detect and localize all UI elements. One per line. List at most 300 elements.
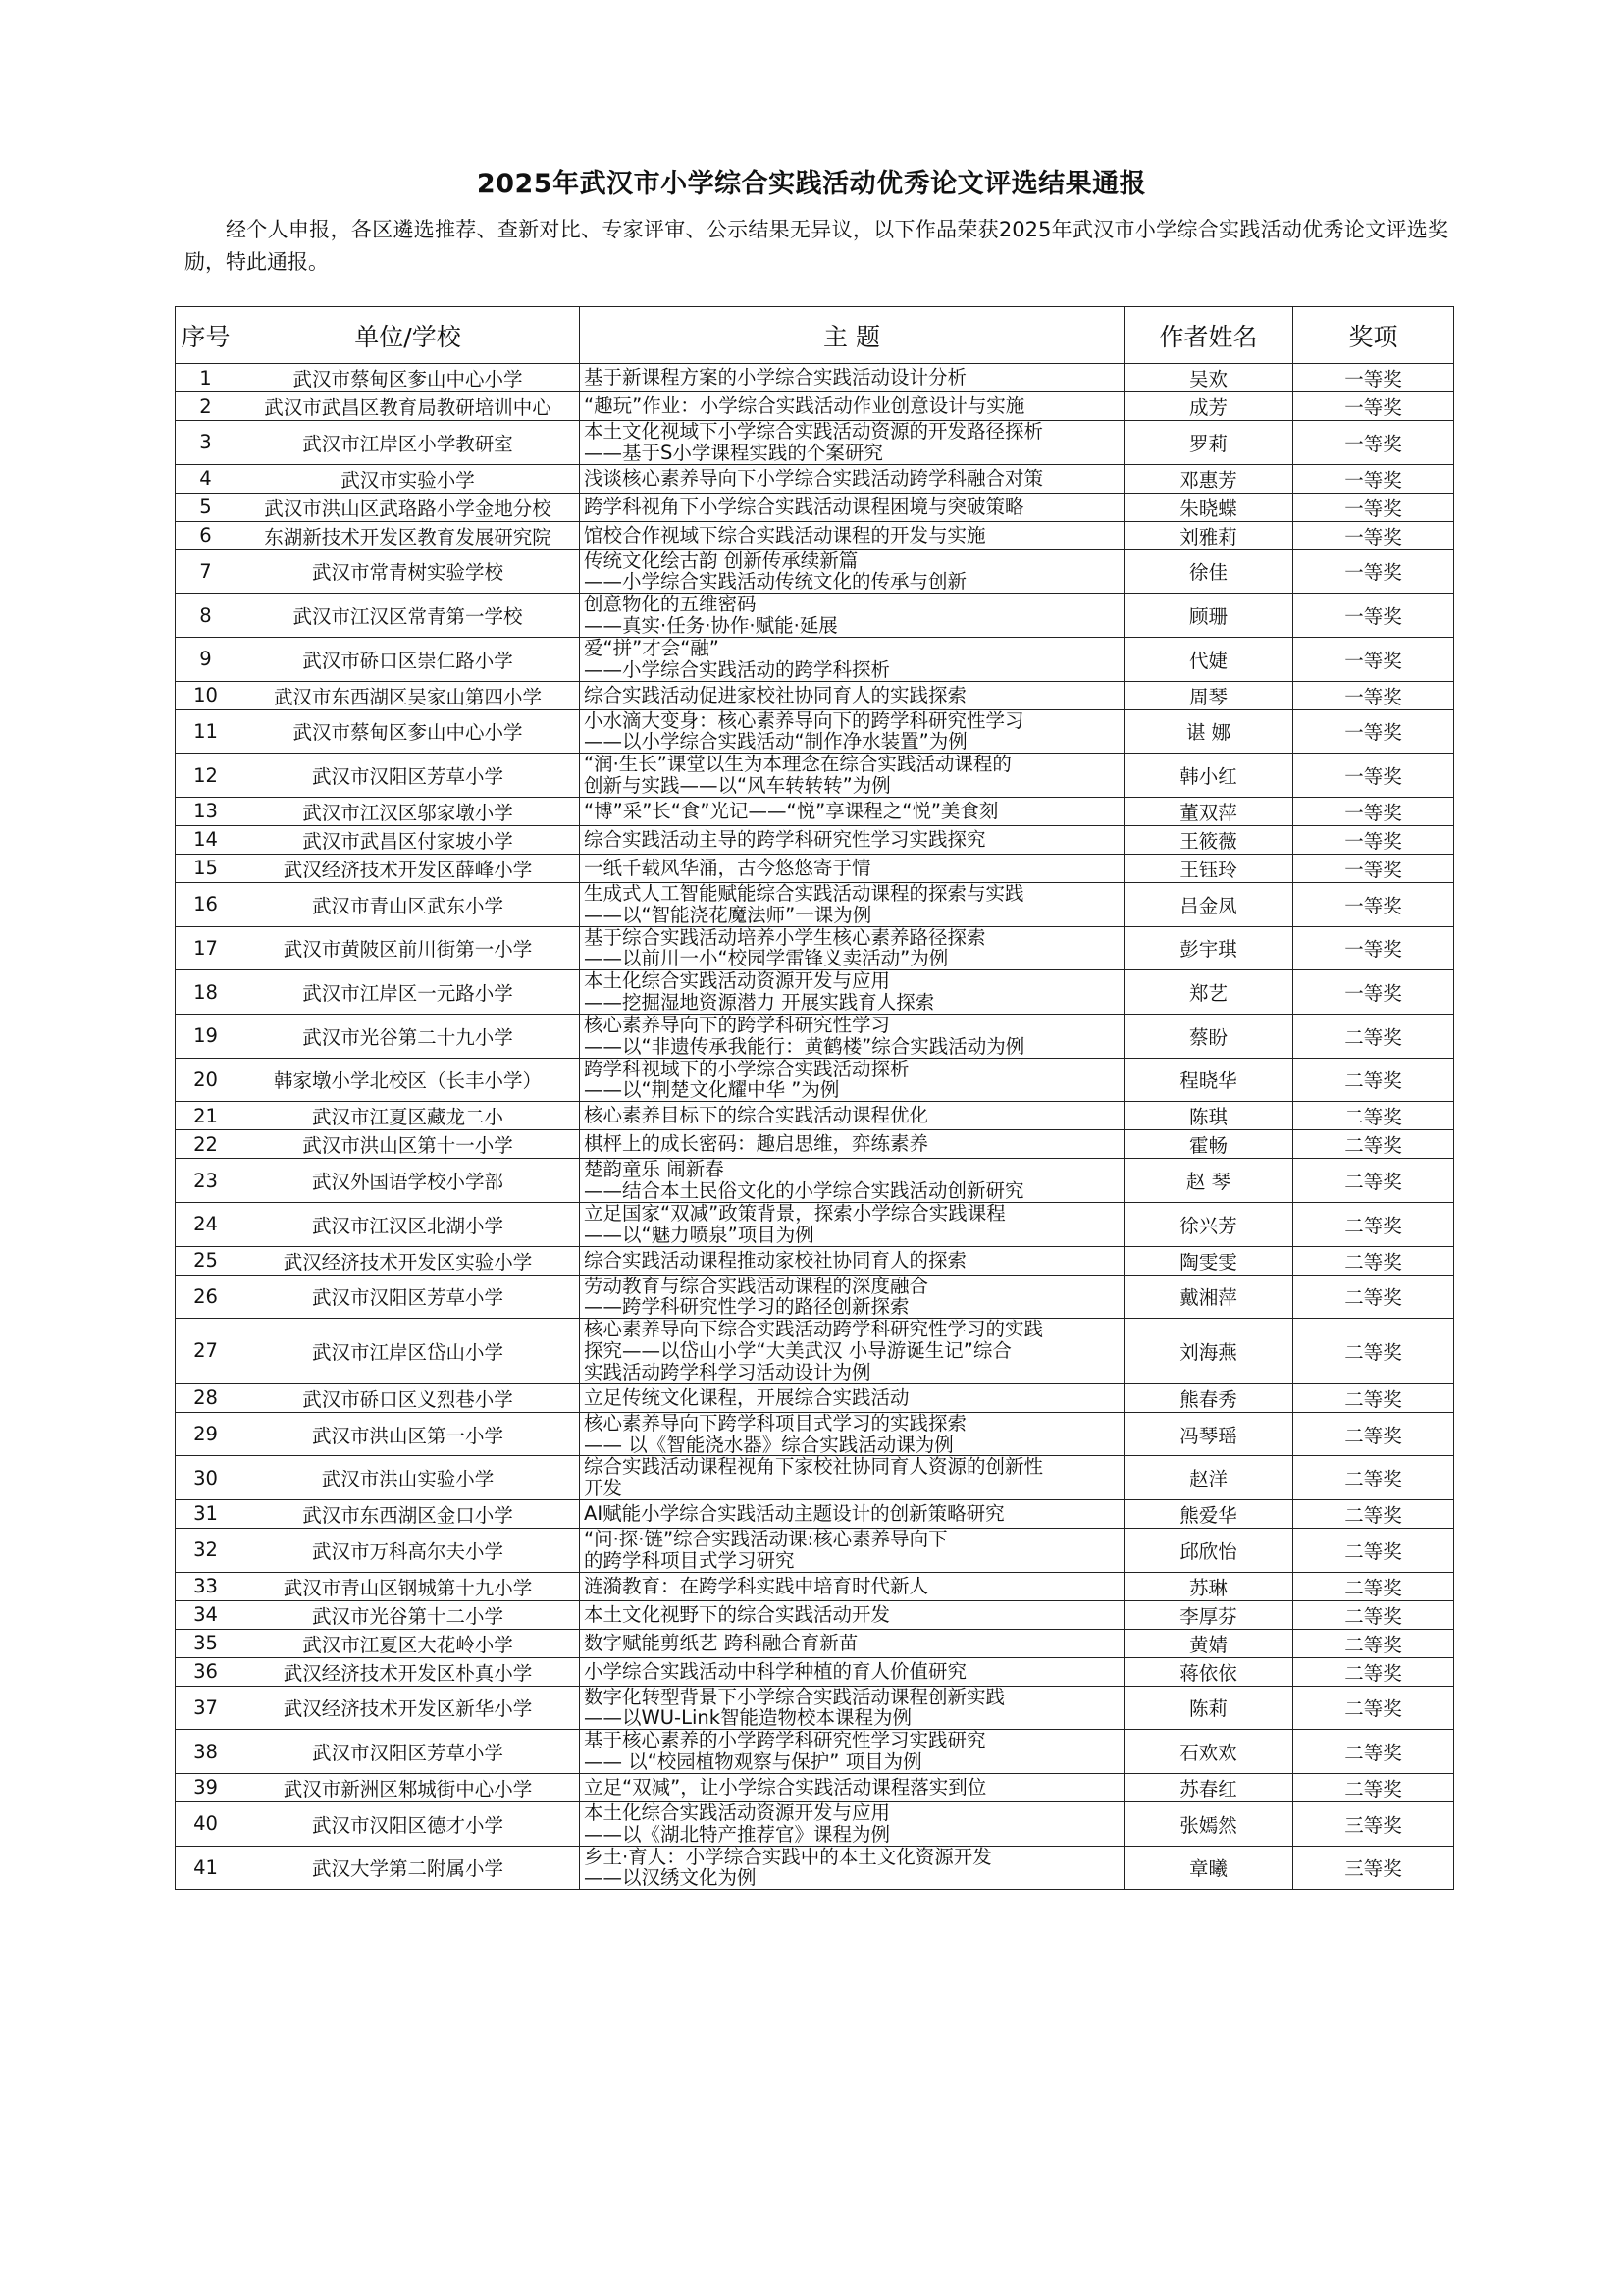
row-topic <box>580 926 1125 970</box>
table-row <box>176 1528 1454 1572</box>
row-author: 徐佳 <box>1125 549 1293 594</box>
row-unit: 武汉市光谷第十二小学 <box>236 1600 580 1629</box>
header-topic: 主 题 <box>580 307 1125 364</box>
table-row <box>176 1319 1454 1383</box>
row-author: 谌 娜 <box>1125 709 1293 754</box>
row-topic <box>580 797 1125 825</box>
row-topic-line: ——以“非遗传承我能行：黄鹤楼”综合实践活动为例 <box>584 1034 1025 1058</box>
row-unit: 东湖新技术开发区教育发展研究院 <box>236 521 580 549</box>
row-award: 一等奖 <box>1293 364 1454 392</box>
row-topic <box>580 1801 1125 1846</box>
row-number: 7 <box>176 549 236 594</box>
row-topic <box>580 709 1125 754</box>
row-topic <box>580 882 1125 926</box>
row-topic <box>580 1730 1125 1774</box>
table-row <box>176 493 1454 521</box>
row-topic-line: 立足“双减”，让小学综合实践活动课程落实到位 <box>584 1776 987 1800</box>
row-author: 赵 琴 <box>1125 1159 1293 1203</box>
row-award: 一等奖 <box>1293 681 1454 709</box>
row-topic <box>580 1130 1125 1159</box>
intro-paragraph: 经个人申报，各区遴选推荐、查新对比、专家评审、公示结果无异议，以下作品荣获2025年武汉市小学综合实践活动优秀论文评选奖励，特此通报。 <box>184 218 1448 274</box>
row-award: 一等奖 <box>1293 549 1454 594</box>
row-number: 16 <box>176 882 236 926</box>
row-topic-line: ——基于S小学课程实践的个案研究 <box>584 441 883 464</box>
row-unit: 武汉市江汉区北湖小学 <box>236 1202 580 1246</box>
row-number: 11 <box>176 709 236 754</box>
row-award: 二等奖 <box>1293 1730 1454 1774</box>
row-award: 二等奖 <box>1293 1773 1454 1801</box>
table-row <box>176 1130 1454 1159</box>
row-topic-line: “趣玩”作业：小学综合实践活动作业创意设计与实施 <box>584 394 1025 418</box>
row-topic-line: 核心素养目标下的综合实践活动课程优化 <box>584 1104 929 1127</box>
row-topic <box>580 1202 1125 1246</box>
row-number: 38 <box>176 1730 236 1774</box>
row-number: 26 <box>176 1275 236 1319</box>
table-row <box>176 1572 1454 1600</box>
row-topic <box>580 1499 1125 1528</box>
row-topic <box>580 1014 1125 1058</box>
row-topic-line: 实践活动跨学科学习活动设计为例 <box>584 1360 871 1383</box>
row-topic-line: 基于核心素养的小学跨学科研究性学习实践研究 <box>584 1729 986 1752</box>
row-topic <box>580 1102 1125 1130</box>
row-number: 35 <box>176 1629 236 1657</box>
table-row <box>176 1202 1454 1246</box>
row-topic-line: 开发 <box>584 1477 623 1500</box>
row-unit: 武汉市武昌区教育局教研培训中心 <box>236 392 580 421</box>
row-topic-line: 劳动教育与综合实践活动课程的深度融合 <box>584 1275 929 1297</box>
row-topic-line: 棋枰上的成长密码：趣启思维，弈练素养 <box>584 1132 929 1156</box>
row-topic-line: 小学综合实践活动中科学种植的育人价值研究 <box>584 1659 968 1683</box>
row-topic <box>580 754 1125 798</box>
row-award: 一等奖 <box>1293 926 1454 970</box>
row-topic-line: ——真实·任务·协作·赋能·延展 <box>584 614 838 638</box>
table-row <box>176 464 1454 493</box>
row-topic-line: 浅谈核心素养导向下小学综合实践活动跨学科融合对策 <box>584 466 1044 490</box>
row-unit: 武汉市洪山区第一小学 <box>236 1412 580 1456</box>
row-topic-line: 涟漪教育：在跨学科实践中培育时代新人 <box>584 1574 929 1597</box>
row-unit: 武汉市青山区钢城第十九小学 <box>236 1572 580 1600</box>
row-topic-line: 创新与实践——以“风车转转转”为例 <box>584 774 891 798</box>
row-award: 一等奖 <box>1293 464 1454 493</box>
row-topic-line: —— 以《智能浇水器》综合实践活动课为例 <box>584 1433 954 1456</box>
row-topic <box>580 1275 1125 1319</box>
row-author: 刘雅莉 <box>1125 521 1293 549</box>
row-topic <box>580 1159 1125 1203</box>
row-unit: 武汉市东西湖区金口小学 <box>236 1499 580 1528</box>
row-unit: 武汉市万科高尔夫小学 <box>236 1528 580 1572</box>
row-number: 3 <box>176 421 236 465</box>
row-topic-line: ——挖掘湿地资源潜力 开展实践育人探索 <box>584 991 935 1015</box>
row-author: 成芳 <box>1125 392 1293 421</box>
row-topic-line: 一纸千载风华涌，古今悠悠寄于情 <box>584 857 871 880</box>
row-author: 熊春秀 <box>1125 1383 1293 1412</box>
row-topic-line: 基于新课程方案的小学综合实践活动设计分析 <box>584 366 968 390</box>
row-award: 二等奖 <box>1293 1014 1454 1058</box>
row-award: 二等奖 <box>1293 1412 1454 1456</box>
row-author: 黄婧 <box>1125 1629 1293 1657</box>
row-topic <box>580 594 1125 638</box>
row-number: 41 <box>176 1846 236 1890</box>
row-unit: 武汉市江夏区藏龙二小 <box>236 1102 580 1130</box>
row-award: 二等奖 <box>1293 1686 1454 1730</box>
row-number: 23 <box>176 1159 236 1203</box>
row-unit: 武汉经济技术开发区新华小学 <box>236 1686 580 1730</box>
row-number: 37 <box>176 1686 236 1730</box>
row-award: 二等奖 <box>1293 1600 1454 1629</box>
row-topic-line: 跨学科视域下的小学综合实践活动探析 <box>584 1058 910 1080</box>
row-topic-line: 数字赋能剪纸艺 跨科融合育新苗 <box>584 1631 859 1654</box>
row-award: 三等奖 <box>1293 1846 1454 1890</box>
row-author: 吕金凤 <box>1125 882 1293 926</box>
row-unit: 武汉市汉阳区芳草小学 <box>236 1275 580 1319</box>
row-unit: 武汉市洪山区第十一小学 <box>236 1130 580 1159</box>
table-row <box>176 1456 1454 1500</box>
row-topic <box>580 1319 1125 1383</box>
row-topic-line: 的跨学科项目式学习研究 <box>584 1548 795 1572</box>
row-award: 一等奖 <box>1293 421 1454 465</box>
row-topic <box>580 1412 1125 1456</box>
table-row <box>176 392 1454 421</box>
table-row <box>176 1102 1454 1130</box>
row-topic <box>580 1846 1125 1890</box>
row-number: 21 <box>176 1102 236 1130</box>
row-author: 周琴 <box>1125 681 1293 709</box>
row-award: 二等奖 <box>1293 1572 1454 1600</box>
row-topic-line: —— 以“校园植物观察与保护” 项目为例 <box>584 1750 922 1774</box>
header-award: 奖项 <box>1293 307 1454 364</box>
table-row <box>176 1730 1454 1774</box>
row-topic <box>580 854 1125 882</box>
row-topic-line: 馆校合作视域下综合实践活动课程的开发与实施 <box>584 523 986 547</box>
table-row <box>176 549 1454 594</box>
row-topic <box>580 392 1125 421</box>
row-topic-line: 立足国家“双减”政策背景，探索小学综合实践课程 <box>584 1202 1006 1225</box>
table-row <box>176 825 1454 854</box>
row-author: 冯琴瑶 <box>1125 1412 1293 1456</box>
row-topic-line: 综合实践活动主导的跨学科研究性学习实践探究 <box>584 828 986 852</box>
row-topic <box>580 1773 1125 1801</box>
row-author: 苏琳 <box>1125 1572 1293 1600</box>
table-row <box>176 882 1454 926</box>
table-row <box>176 364 1454 392</box>
row-topic-line: “博”采”长“食”光记——“悦”享课程之“悦”美食刻 <box>584 800 999 823</box>
table-row <box>176 681 1454 709</box>
row-unit: 武汉市新洲区邾城街中心小学 <box>236 1773 580 1801</box>
row-number: 31 <box>176 1499 236 1528</box>
row-author: 陶雯雯 <box>1125 1246 1293 1275</box>
row-topic-line: ——以《湖北特产推荐官》课程为例 <box>584 1822 891 1846</box>
row-award: 二等奖 <box>1293 1319 1454 1383</box>
row-unit: 武汉市汉阳区德才小学 <box>236 1801 580 1846</box>
row-unit: 武汉市汉阳区芳草小学 <box>236 1730 580 1774</box>
row-number: 28 <box>176 1383 236 1412</box>
row-unit: 武汉市江岸区岱山小学 <box>236 1319 580 1383</box>
row-topic-line: 综合实践活动课程视角下家校社协同育人资源的创新性 <box>584 1455 1044 1479</box>
row-number: 34 <box>176 1600 236 1629</box>
row-author: 代婕 <box>1125 637 1293 681</box>
row-author: 罗莉 <box>1125 421 1293 465</box>
row-number: 8 <box>176 594 236 638</box>
row-number: 17 <box>176 926 236 970</box>
row-award: 一等奖 <box>1293 637 1454 681</box>
table-row <box>176 709 1454 754</box>
table-body <box>176 364 1454 1890</box>
row-topic-line: 核心素养导向下的跨学科研究性学习 <box>584 1014 891 1036</box>
row-author: 郑艺 <box>1125 970 1293 1015</box>
row-author: 霍畅 <box>1125 1130 1293 1159</box>
row-topic <box>580 1629 1125 1657</box>
row-award: 二等奖 <box>1293 1499 1454 1528</box>
row-topic-line: 小水滴大变身：核心素养导向下的跨学科研究性学习 <box>584 709 1024 732</box>
row-number: 18 <box>176 970 236 1015</box>
table-row <box>176 1058 1454 1102</box>
row-award: 二等奖 <box>1293 1246 1454 1275</box>
row-award: 一等奖 <box>1293 709 1454 754</box>
row-unit: 武汉市江汉区邬家墩小学 <box>236 797 580 825</box>
row-author: 邱欣怡 <box>1125 1528 1293 1572</box>
row-topic <box>580 1572 1125 1600</box>
row-topic-line: ——以小学综合实践活动“制作净水装置”为例 <box>584 730 968 754</box>
row-topic <box>580 970 1125 1015</box>
row-author: 邓惠芳 <box>1125 464 1293 493</box>
row-number: 14 <box>176 825 236 854</box>
row-award: 一等奖 <box>1293 970 1454 1015</box>
row-author: 顾珊 <box>1125 594 1293 638</box>
row-award: 一等奖 <box>1293 521 1454 549</box>
row-unit: 武汉市蔡甸区奓山中心小学 <box>236 364 580 392</box>
row-topic-line: 楚韵童乐 闹新春 <box>584 1158 724 1181</box>
row-topic-line: 立足传统文化课程，开展综合实践活动 <box>584 1385 910 1409</box>
row-topic <box>580 1058 1125 1102</box>
row-unit: 武汉市江汉区常青第一学校 <box>236 594 580 638</box>
row-unit: 武汉市东西湖区吴家山第四小学 <box>236 681 580 709</box>
row-unit: 武汉大学第二附属小学 <box>236 1846 580 1890</box>
row-unit: 武汉市汉阳区芳草小学 <box>236 754 580 798</box>
row-topic <box>580 521 1125 549</box>
row-unit: 武汉外国语学校小学部 <box>236 1159 580 1203</box>
table-row <box>176 1600 1454 1629</box>
header-author: 作者姓名 <box>1125 307 1293 364</box>
row-award: 二等奖 <box>1293 1159 1454 1203</box>
row-topic-line: ——跨学科研究性学习的路径创新探索 <box>584 1295 910 1319</box>
row-unit: 武汉市光谷第二十九小学 <box>236 1014 580 1058</box>
row-topic <box>580 464 1125 493</box>
table-row <box>176 1159 1454 1203</box>
row-unit: 武汉市硚口区崇仁路小学 <box>236 637 580 681</box>
row-number: 25 <box>176 1246 236 1275</box>
row-award: 一等奖 <box>1293 754 1454 798</box>
row-topic-line: 跨学科视角下小学综合实践活动课程困境与突破策略 <box>584 495 1024 518</box>
row-unit: 武汉市常青树实验学校 <box>236 549 580 594</box>
row-topic-line: 综合实践活动促进家校社协同育人的实践探索 <box>584 683 968 706</box>
row-topic-line: 生成式人工智能赋能综合实践活动课程的探索与实践 <box>584 882 1024 905</box>
table-row <box>176 1412 1454 1456</box>
page-title: 2025年武汉市小学综合实践活动优秀论文评选结果通报 <box>476 169 1147 199</box>
row-topic <box>580 1383 1125 1412</box>
row-number: 15 <box>176 854 236 882</box>
row-author: 张嫣然 <box>1125 1801 1293 1846</box>
row-topic <box>580 421 1125 465</box>
table-row <box>176 926 1454 970</box>
row-award: 二等奖 <box>1293 1456 1454 1500</box>
row-award: 二等奖 <box>1293 1102 1454 1130</box>
row-author: 李厚芬 <box>1125 1600 1293 1629</box>
table-row <box>176 754 1454 798</box>
row-topic-line: ——以“智能浇花魔法师”一课为例 <box>584 903 872 926</box>
table-row <box>176 970 1454 1015</box>
row-unit: 武汉市江岸区一元路小学 <box>236 970 580 1015</box>
row-author: 苏春红 <box>1125 1773 1293 1801</box>
row-number: 32 <box>176 1528 236 1572</box>
row-number: 22 <box>176 1130 236 1159</box>
row-unit: 武汉市青山区武东小学 <box>236 882 580 926</box>
row-number: 40 <box>176 1801 236 1846</box>
row-author: 朱晓蝶 <box>1125 493 1293 521</box>
row-topic-line: 传统文化绘古韵 创新传承续新篇 <box>584 549 859 572</box>
row-author: 陈琪 <box>1125 1102 1293 1130</box>
row-topic-line: ——以汉绣文化为例 <box>584 1866 757 1890</box>
row-award: 二等奖 <box>1293 1383 1454 1412</box>
results-table <box>175 306 1454 1890</box>
row-topic-line: 本土文化视域下小学综合实践活动资源的开发路径探析 <box>584 420 1044 443</box>
row-award: 二等奖 <box>1293 1629 1454 1657</box>
row-topic-line: 本土化综合实践活动资源开发与应用 <box>584 969 891 993</box>
row-author: 石欢欢 <box>1125 1730 1293 1774</box>
row-award: 二等奖 <box>1293 1130 1454 1159</box>
row-unit: 武汉市江夏区大花岭小学 <box>236 1629 580 1657</box>
row-topic <box>580 1246 1125 1275</box>
row-unit: 武汉经济技术开发区薛峰小学 <box>236 854 580 882</box>
row-number: 33 <box>176 1572 236 1600</box>
row-topic <box>580 1456 1125 1500</box>
row-topic <box>580 549 1125 594</box>
row-unit: 武汉市武昌区付家坡小学 <box>236 825 580 854</box>
row-topic-line: ——以“荆楚文化耀中华 ”为例 <box>584 1078 840 1102</box>
row-number: 10 <box>176 681 236 709</box>
table-header-row <box>176 307 1454 364</box>
row-topic-line: 数字化转型背景下小学综合实践活动课程创新实践 <box>584 1686 1006 1708</box>
row-number: 13 <box>176 797 236 825</box>
row-topic <box>580 637 1125 681</box>
row-topic-line: 核心素养导向下综合实践活动跨学科研究性学习的实践 <box>584 1318 1044 1341</box>
table-row <box>176 854 1454 882</box>
row-award: 二等奖 <box>1293 1202 1454 1246</box>
row-author: 徐兴芳 <box>1125 1202 1293 1246</box>
table-row <box>176 1383 1454 1412</box>
row-award: 一等奖 <box>1293 854 1454 882</box>
row-author: 章曦 <box>1125 1846 1293 1890</box>
row-author: 王筱薇 <box>1125 825 1293 854</box>
row-topic-line: ——小学综合实践活动传统文化的传承与创新 <box>584 570 968 594</box>
row-number: 29 <box>176 1412 236 1456</box>
row-topic <box>580 364 1125 392</box>
row-unit: 武汉市洪山区武珞路小学金地分校 <box>236 493 580 521</box>
row-number: 2 <box>176 392 236 421</box>
row-award: 一等奖 <box>1293 882 1454 926</box>
table-row <box>176 1657 1454 1686</box>
row-number: 12 <box>176 754 236 798</box>
row-number: 19 <box>176 1014 236 1058</box>
row-topic-line: 本土化综合实践活动资源开发与应用 <box>584 1801 891 1824</box>
row-topic <box>580 493 1125 521</box>
row-number: 1 <box>176 364 236 392</box>
row-number: 36 <box>176 1657 236 1686</box>
row-topic-line: ——以WU-Link智能造物校本课程为例 <box>584 1706 913 1730</box>
row-author: 蔡盼 <box>1125 1014 1293 1058</box>
table-row <box>176 1629 1454 1657</box>
row-number: 24 <box>176 1202 236 1246</box>
row-author: 赵洋 <box>1125 1456 1293 1500</box>
row-unit: 韩家墩小学北校区（长丰小学） <box>236 1058 580 1102</box>
header-unit: 单位/学校 <box>236 307 580 364</box>
row-award: 三等奖 <box>1293 1801 1454 1846</box>
row-topic <box>580 825 1125 854</box>
table-row <box>176 1246 1454 1275</box>
row-author: 彭宇琪 <box>1125 926 1293 970</box>
row-author: 吴欢 <box>1125 364 1293 392</box>
row-topic-line: AI赋能小学综合实践活动主题设计的创新策略研究 <box>584 1502 1005 1526</box>
row-unit: 武汉经济技术开发区实验小学 <box>236 1246 580 1275</box>
row-topic-line: “问·探·链”综合实践活动课:核心素养导向下 <box>584 1528 948 1550</box>
row-topic-line: 乡土·育人：小学综合实践中的本土文化资源开发 <box>584 1846 992 1868</box>
row-topic <box>580 1686 1125 1730</box>
row-unit: 武汉市硚口区义烈巷小学 <box>236 1383 580 1412</box>
row-topic-line: ——以前川一小“校园学雷锋义卖活动”为例 <box>584 947 949 970</box>
row-number: 4 <box>176 464 236 493</box>
table-row <box>176 637 1454 681</box>
table-row <box>176 421 1454 465</box>
row-topic <box>580 1528 1125 1572</box>
table-row <box>176 1014 1454 1058</box>
row-award: 一等奖 <box>1293 594 1454 638</box>
row-topic-line: 爱“拼”才会“融” <box>584 637 719 659</box>
row-topic-line: 基于综合实践活动培养小学生核心素养路径探索 <box>584 926 986 949</box>
row-number: 30 <box>176 1456 236 1500</box>
row-number: 9 <box>176 637 236 681</box>
row-topic-line: 综合实践活动课程推动家校社协同育人的探索 <box>584 1248 968 1272</box>
row-author: 韩小红 <box>1125 754 1293 798</box>
row-number: 20 <box>176 1058 236 1102</box>
row-topic <box>580 1600 1125 1629</box>
table-row <box>176 1801 1454 1846</box>
row-award: 二等奖 <box>1293 1657 1454 1686</box>
row-number: 39 <box>176 1773 236 1801</box>
row-topic-line: 本土文化视野下的综合实践活动开发 <box>584 1602 891 1626</box>
row-author: 刘海燕 <box>1125 1319 1293 1383</box>
row-author: 程晓华 <box>1125 1058 1293 1102</box>
row-unit: 武汉市实验小学 <box>236 464 580 493</box>
row-author: 戴湘萍 <box>1125 1275 1293 1319</box>
table-row <box>176 1275 1454 1319</box>
row-award: 一等奖 <box>1293 797 1454 825</box>
row-award: 二等奖 <box>1293 1275 1454 1319</box>
table-row <box>176 1499 1454 1528</box>
row-unit: 武汉市蔡甸区奓山中心小学 <box>236 709 580 754</box>
table-row <box>176 594 1454 638</box>
row-author: 董双萍 <box>1125 797 1293 825</box>
row-award: 二等奖 <box>1293 1528 1454 1572</box>
table-row <box>176 1686 1454 1730</box>
row-topic <box>580 681 1125 709</box>
header-no: 序号 <box>176 307 236 364</box>
row-award: 一等奖 <box>1293 392 1454 421</box>
row-unit: 武汉市江岸区小学教研室 <box>236 421 580 465</box>
row-topic-line: ——以“魅力喷泉”项目为例 <box>584 1223 814 1246</box>
row-author: 陈莉 <box>1125 1686 1293 1730</box>
table-row <box>176 797 1454 825</box>
row-award: 一等奖 <box>1293 825 1454 854</box>
row-topic-line: 探究——以岱山小学“大美武汉 小导游诞生记”综合 <box>584 1339 1012 1363</box>
